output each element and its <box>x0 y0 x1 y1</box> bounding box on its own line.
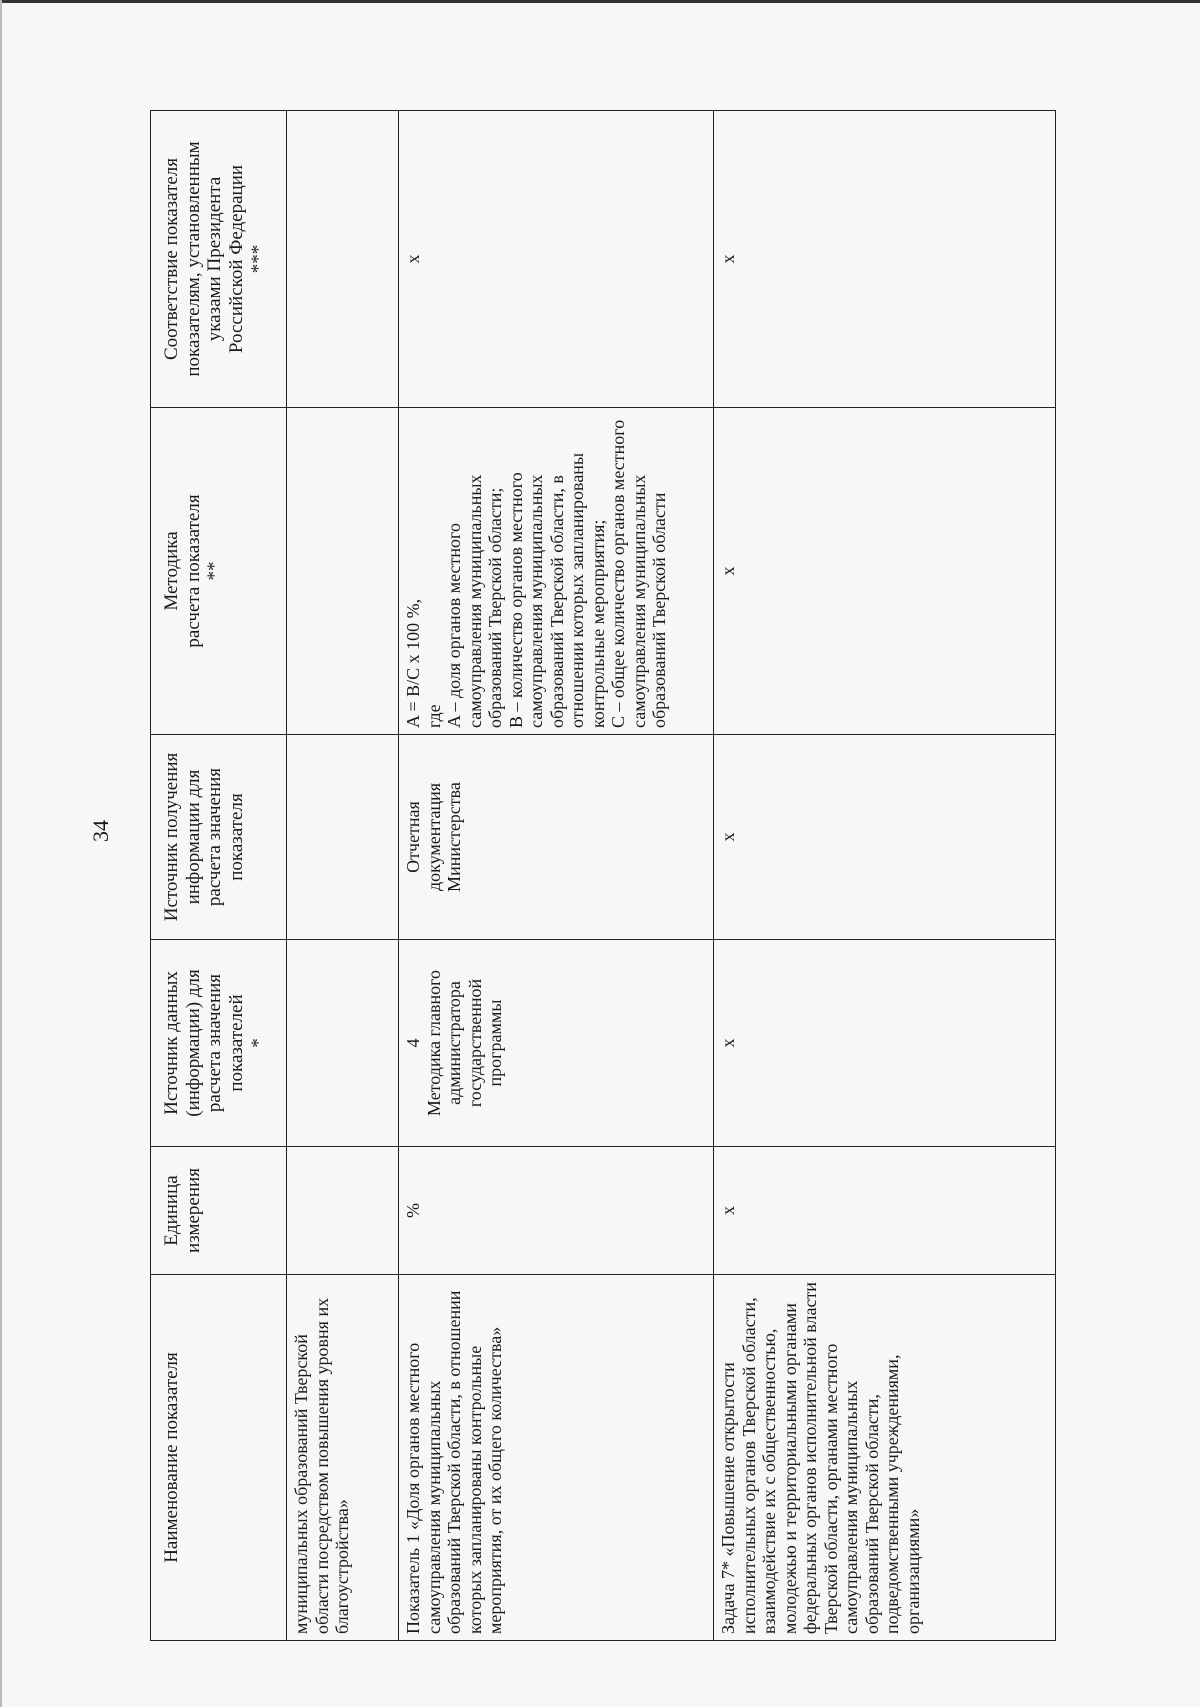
header-indicator-name: Наименование показателя <box>151 1275 287 1641</box>
cell-indicator-name: Задача 7* «Повышение открытости исполнительных органов Тверской области, взаимодействие их с общественностью, молодежью и территориальными органами федеральных органов исполнительной власти Тверской области, органами местного самоуправления муниципальных образований Тверской области, подведомственными учреждениями, организациями» <box>714 1275 1056 1641</box>
cell-calc-method <box>287 408 399 735</box>
scan-edge <box>0 0 1200 3</box>
header-presidential-compliance: Соответствие показателя показателям, установленным указами Президента Российской Федерации *** <box>151 111 287 408</box>
indicators-table <box>150 110 1056 1641</box>
table-row <box>287 111 399 1641</box>
indicator-table-sheet <box>150 111 1055 1641</box>
table-row <box>714 111 1056 1641</box>
cell-unit <box>287 1147 399 1275</box>
cell-info-source <box>287 735 399 940</box>
cell-indicator-name: Показатель 1 «Доля органов местного самоуправления муниципальных образований Тверской области, в отношении которых запланированы контрольные мероприятия, от их общего количества» <box>399 1275 714 1641</box>
cell-data-source: 4 Методика главного администратора государственной программы <box>399 940 714 1147</box>
cell-compliance <box>287 111 399 408</box>
header-calc-method: Методика расчета показателя ** <box>151 408 287 735</box>
header-info-source: Источник получения информации для расчета значения показателя <box>151 735 287 940</box>
cell-unit: x <box>714 1147 1056 1275</box>
cell-compliance: x <box>714 111 1056 408</box>
cell-compliance: x <box>399 111 714 408</box>
cell-info-source: Отчетная документация Министерства <box>399 735 714 940</box>
page-number: 34 <box>88 820 113 842</box>
scan-edge-left <box>0 0 2 1707</box>
cell-data-source: x <box>714 940 1056 1147</box>
cell-info-source: x <box>714 735 1056 940</box>
cell-calc-method: x <box>714 408 1056 735</box>
cell-data-source <box>287 940 399 1147</box>
header-unit: Единица измерения <box>151 1147 287 1275</box>
cell-indicator-name: муниципальных образований Тверской области посредством повышения уровня их благоустройства» <box>287 1275 399 1641</box>
cell-calc-method: A = B/C x 100 %, где A – доля органов местного самоуправления муниципальных образований Тверской области; B – количество органов местного самоуправления муниципальных образований Тверской области, в отношении которых запланированы контрольные мероприятия; C – общее количество органов местного самоуправления муниципальных образований Тверской области <box>399 408 714 735</box>
table-header-row <box>151 111 287 1641</box>
table-row <box>399 111 714 1641</box>
header-data-source: Источник данных (информации) для расчета значения показателей * <box>151 940 287 1147</box>
cell-unit: % <box>399 1147 714 1275</box>
